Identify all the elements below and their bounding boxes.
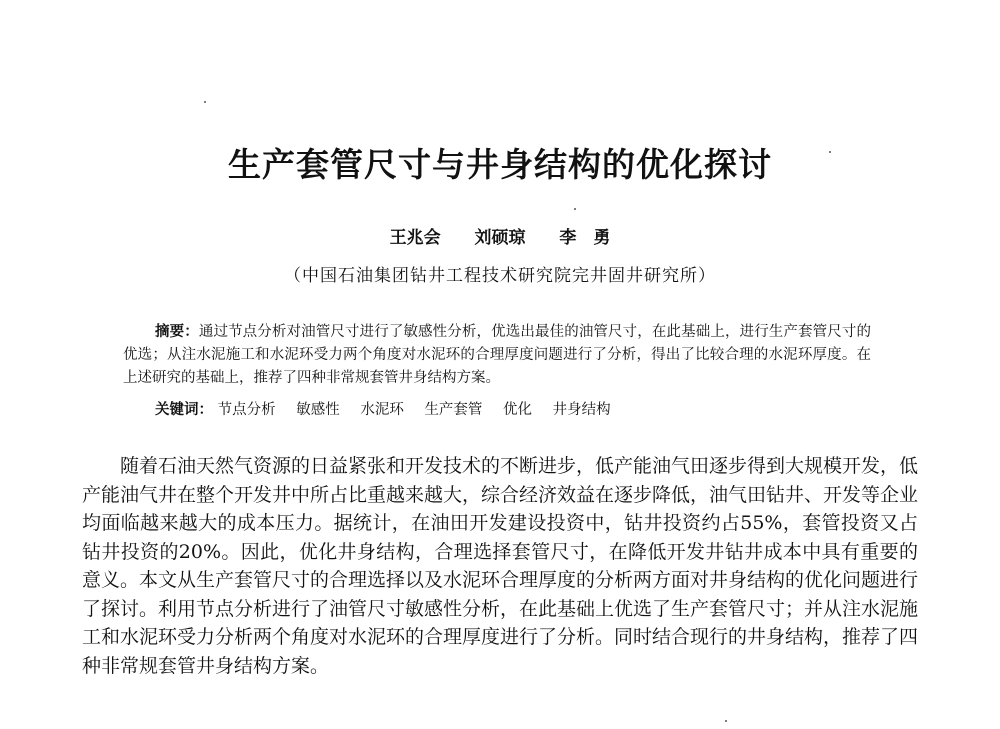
keyword: 水泥环 [360,402,404,418]
author-name: 刘硕琼 [474,228,526,248]
author-list [0,226,1000,250]
keyword: 敏感性 [296,402,340,418]
scan-speck [574,208,576,210]
abstract-label: 摘要： [155,323,199,340]
scan-speck [829,151,831,153]
introduction-paragraph: 随着石油天然气资源的日益紧张和开发技术的不断进步，低产能油气田逐步得到大规模开发，低产能油气井在整个开发井中所占比重越来越大，综合经济效益在逐步降低，油气田钻井、开发等企业均面临越来越大的成本压力。据统计，在油田开发建设投资中，钻井投资约占55%，套管投资又占钻井投资的20%。因此，优化井身结构，合理选择套管尺寸，在降低开发井钻井成本中具有重要的意义。本文从生产套管尺寸的合理选择以及水泥环合理厚度的分析两方面对井身结构的优化问题进行了探讨。利用节点分析进行了油管尺寸敏感性分析，在此基础上优选了生产套管尺寸；并从注水泥施工和水泥环受力分析两个角度对水泥环的合理厚度进行了分析。同时结合现行的井身结构，推荐了四种非常规套管井身结构方案。 [82,455,919,677]
keywords-label: 关键词： [155,401,213,418]
paper-title: 生产套管尺寸与井身结构的优化探讨 [228,145,772,184]
author-affiliation: （中国石油集团钻井工程技术研究院完井固井研究所） [284,266,716,286]
scan-speck [204,101,206,103]
keyword: 井身结构 [552,402,611,418]
author-name: 王兆会 [389,228,441,248]
abstract [123,320,871,390]
author-name: 李 勇 [559,228,611,248]
keywords [155,398,871,422]
keyword: 优化 [503,402,533,418]
keyword: 节点分析 [217,402,276,418]
keyword: 生产套管 [424,402,483,418]
scan-speck [725,720,727,722]
abstract-text: 通过节点分析对油管尺寸进行了敏感性分析，优选出最佳的油管尺寸，在此基础上，进行生产套管尺寸的优选；从注水泥施工和水泥环受力两个角度对水泥环的合理厚度问题进行了分析，得出了比较合理的水泥环厚度。在上述研究的基础上，推荐了四种非常规套管井身结构方案。 [123,324,871,386]
